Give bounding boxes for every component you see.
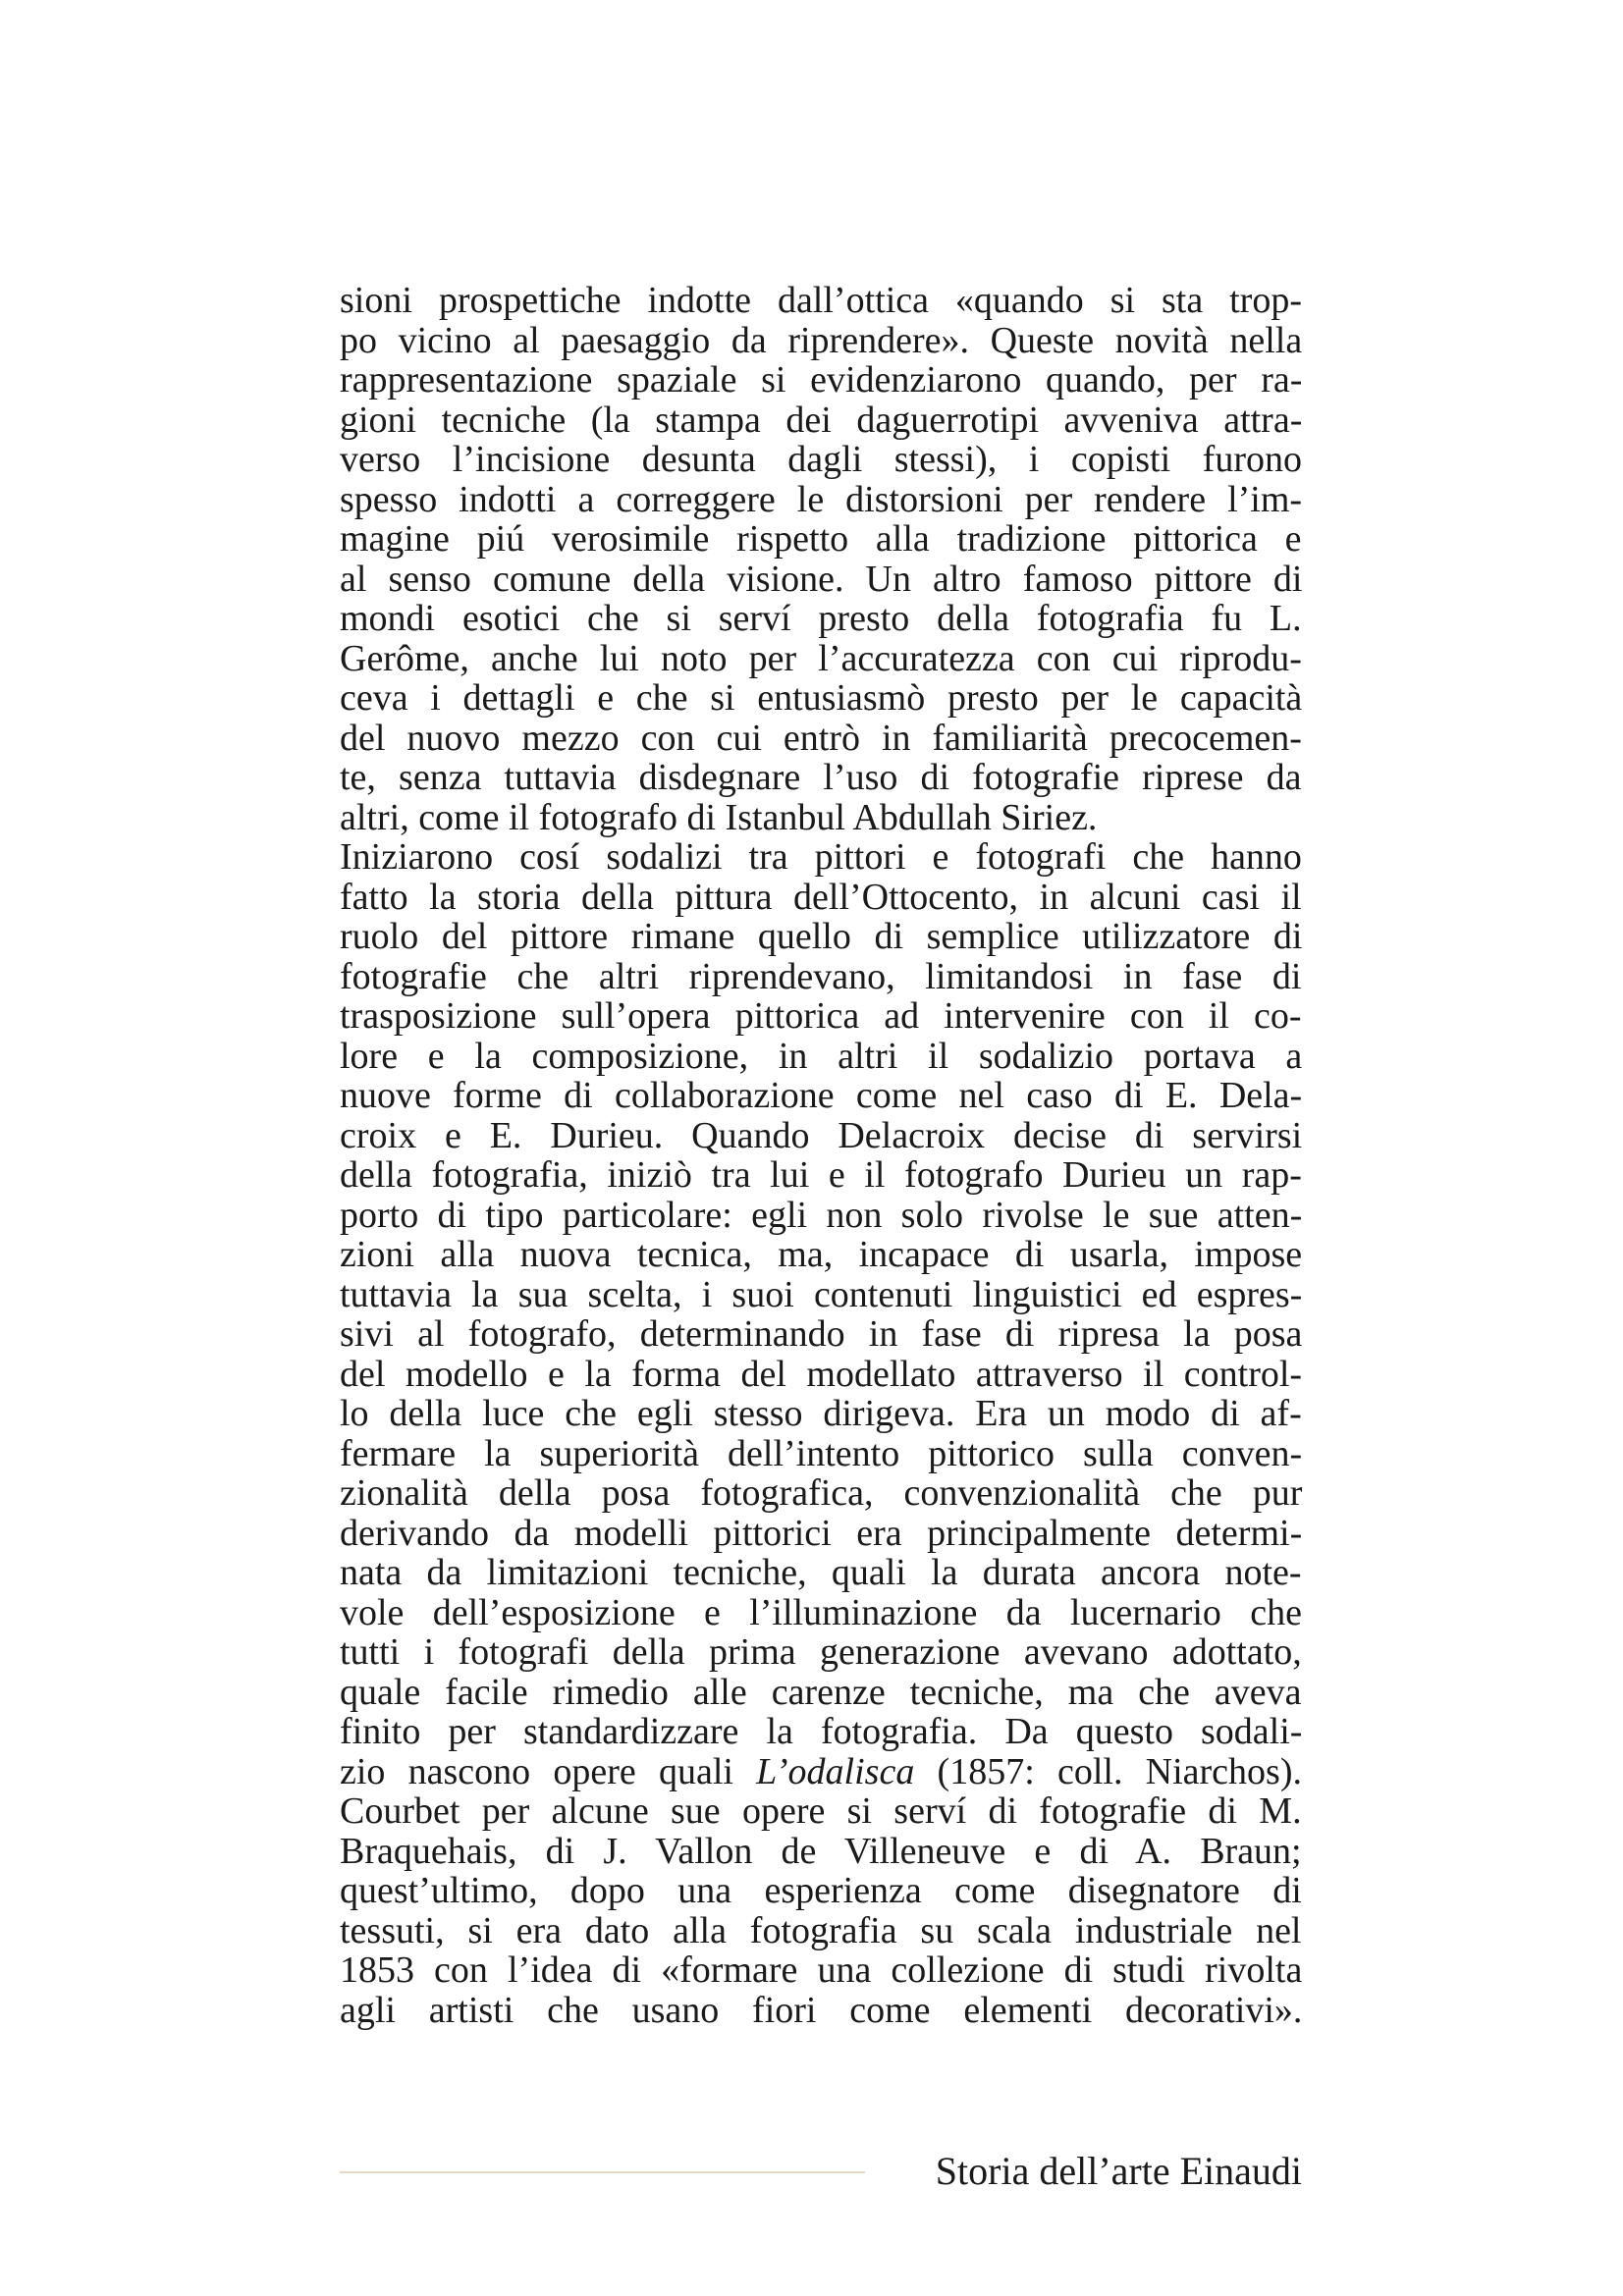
text-line: croix e E. Durieu. Quando Delacroix decise di servirsi	[340, 1114, 1303, 1156]
text-line	[340, 1752, 1302, 1792]
text-fragment: zio nascono opere quali	[340, 1750, 757, 1792]
text-line: lo della luce che egli stesso dirigeva. Era un modo di af-	[340, 1393, 1302, 1434]
text-line: derivando da modelli pittorici era principalmente determi-	[340, 1512, 1303, 1554]
text-line: vole dell’esposizione e l’illuminazione da lucernario che	[340, 1591, 1302, 1633]
text-line: altri, come il fotografo di Istanbul Abdullah Siriez.	[340, 796, 1098, 838]
text-line: quest’ultimo, dopo una esperienza come disegnatore di	[340, 1870, 1302, 1911]
text-line: Courbet per alcune sue opere si serví di fotografie di M.	[340, 1790, 1302, 1832]
text-line: Iniziarono cosí sodalizi tra pittori e fotografi che hanno	[340, 836, 1302, 878]
text-line: al senso comune della visione. Un altro famoso pittore di	[340, 558, 1303, 600]
text-line: quale facile rimedio alle carenze tecniche, ma che aveva	[340, 1671, 1302, 1713]
text-line: agli artisti che usano fiori come elementi decorativi».	[340, 1989, 1303, 2031]
text-line: gioni tecniche (la stampa dei daguerrotipi avveniva attra-	[340, 399, 1303, 441]
text-line: 1853 con l’idea di «formare una collezione di studi rivolta	[340, 1949, 1303, 1991]
text-line: ruolo del pittore rimane quello di semplice utilizzatore di	[340, 916, 1303, 957]
text-line: rappresentazione spaziale si evidenziarono quando, per ra-	[340, 359, 1303, 400]
text-fragment: (1857: coll. Niarchos).	[914, 1750, 1302, 1792]
text-line: finito per standardizzare la fotografia. Da questo sodali-	[340, 1711, 1303, 1752]
text-line: porto di tipo particolare: egli non solo rivolse le sue atten-	[340, 1194, 1303, 1236]
text-line: zionalità della posa fotografica, convenzionalità che pur	[340, 1472, 1303, 1514]
text-line: fotografie che altri riprendevano, limitandosi in fase di	[340, 955, 1302, 997]
artwork-title: L’odalisca	[756, 1750, 915, 1792]
footer-title: Storia dell’arte Einaudi	[935, 2149, 1302, 2193]
text-line: magine piú verosimile rispetto alla tradizione pittorica e	[340, 518, 1302, 560]
text-line: nuove forme di collaborazione come nel caso di E. Dela-	[340, 1075, 1303, 1116]
text-line: mondi esotici che si serví presto della fotografia fu L.	[340, 598, 1302, 639]
text-line: tuttavia la sua scelta, i suoi contenuti linguistici ed espres-	[340, 1273, 1303, 1315]
text-line: fatto la storia della pittura dell’Ottocento, in alcuni casi il	[340, 876, 1302, 918]
text-line: Braquehais, di J. Vallon de Villeneuve e di A. Braun;	[340, 1830, 1302, 1872]
text-line: Gerôme, anche lui noto per l’accuratezza con cui riprodu-	[340, 637, 1302, 679]
text-line: verso l’incisione desunta dagli stessi), i copisti furono	[340, 439, 1302, 480]
text-line: fermare la superiorità dell’intento pittorico sulla conven-	[340, 1432, 1303, 1474]
footer-rule	[340, 2171, 865, 2173]
text-line: nata da limitazioni tecniche, quali la durata ancora note-	[340, 1552, 1302, 1593]
text-line: zioni alla nuova tecnica, ma, incapace di usarla, impose	[340, 1234, 1303, 1275]
text-line: lore e la composizione, in altri il sodalizio portava a	[340, 1035, 1303, 1077]
text-line: ceva i dettagli e che si entusiasmò presto per le capacità	[340, 677, 1303, 719]
text-line: tutti i fotografi della prima generazione avevano adottato,	[340, 1631, 1302, 1673]
text-line: trasposizione sull’opera pittorica ad intervenire con il co-	[340, 995, 1302, 1037]
text-line: po vicino al paesaggio da riprendere». Queste novità nella	[340, 319, 1303, 361]
text-line: sivi al fotografo, determinando in fase di ripresa la posa	[340, 1313, 1303, 1355]
text-line: della fotografia, iniziò tra lui e il fotografo Durieu un rap-	[340, 1154, 1302, 1196]
text-line: tessuti, si era dato alla fotografia su scala industriale nel	[340, 1909, 1302, 1951]
text-line: te, senza tuttavia disdegnare l’uso di fotografie riprese da	[340, 757, 1302, 798]
text-line: sioni prospettiche indotte dall’ottica «quando si sta trop-	[340, 280, 1302, 321]
body-text	[340, 281, 1302, 2030]
text-line: spesso indotti a correggere le distorsioni per rendere l’im-	[340, 478, 1303, 520]
text-line: del nuovo mezzo con cui entrò in familiarità precocemen-	[340, 717, 1302, 759]
text-line: del modello e la forma del modellato attraverso il control-	[340, 1353, 1303, 1395]
